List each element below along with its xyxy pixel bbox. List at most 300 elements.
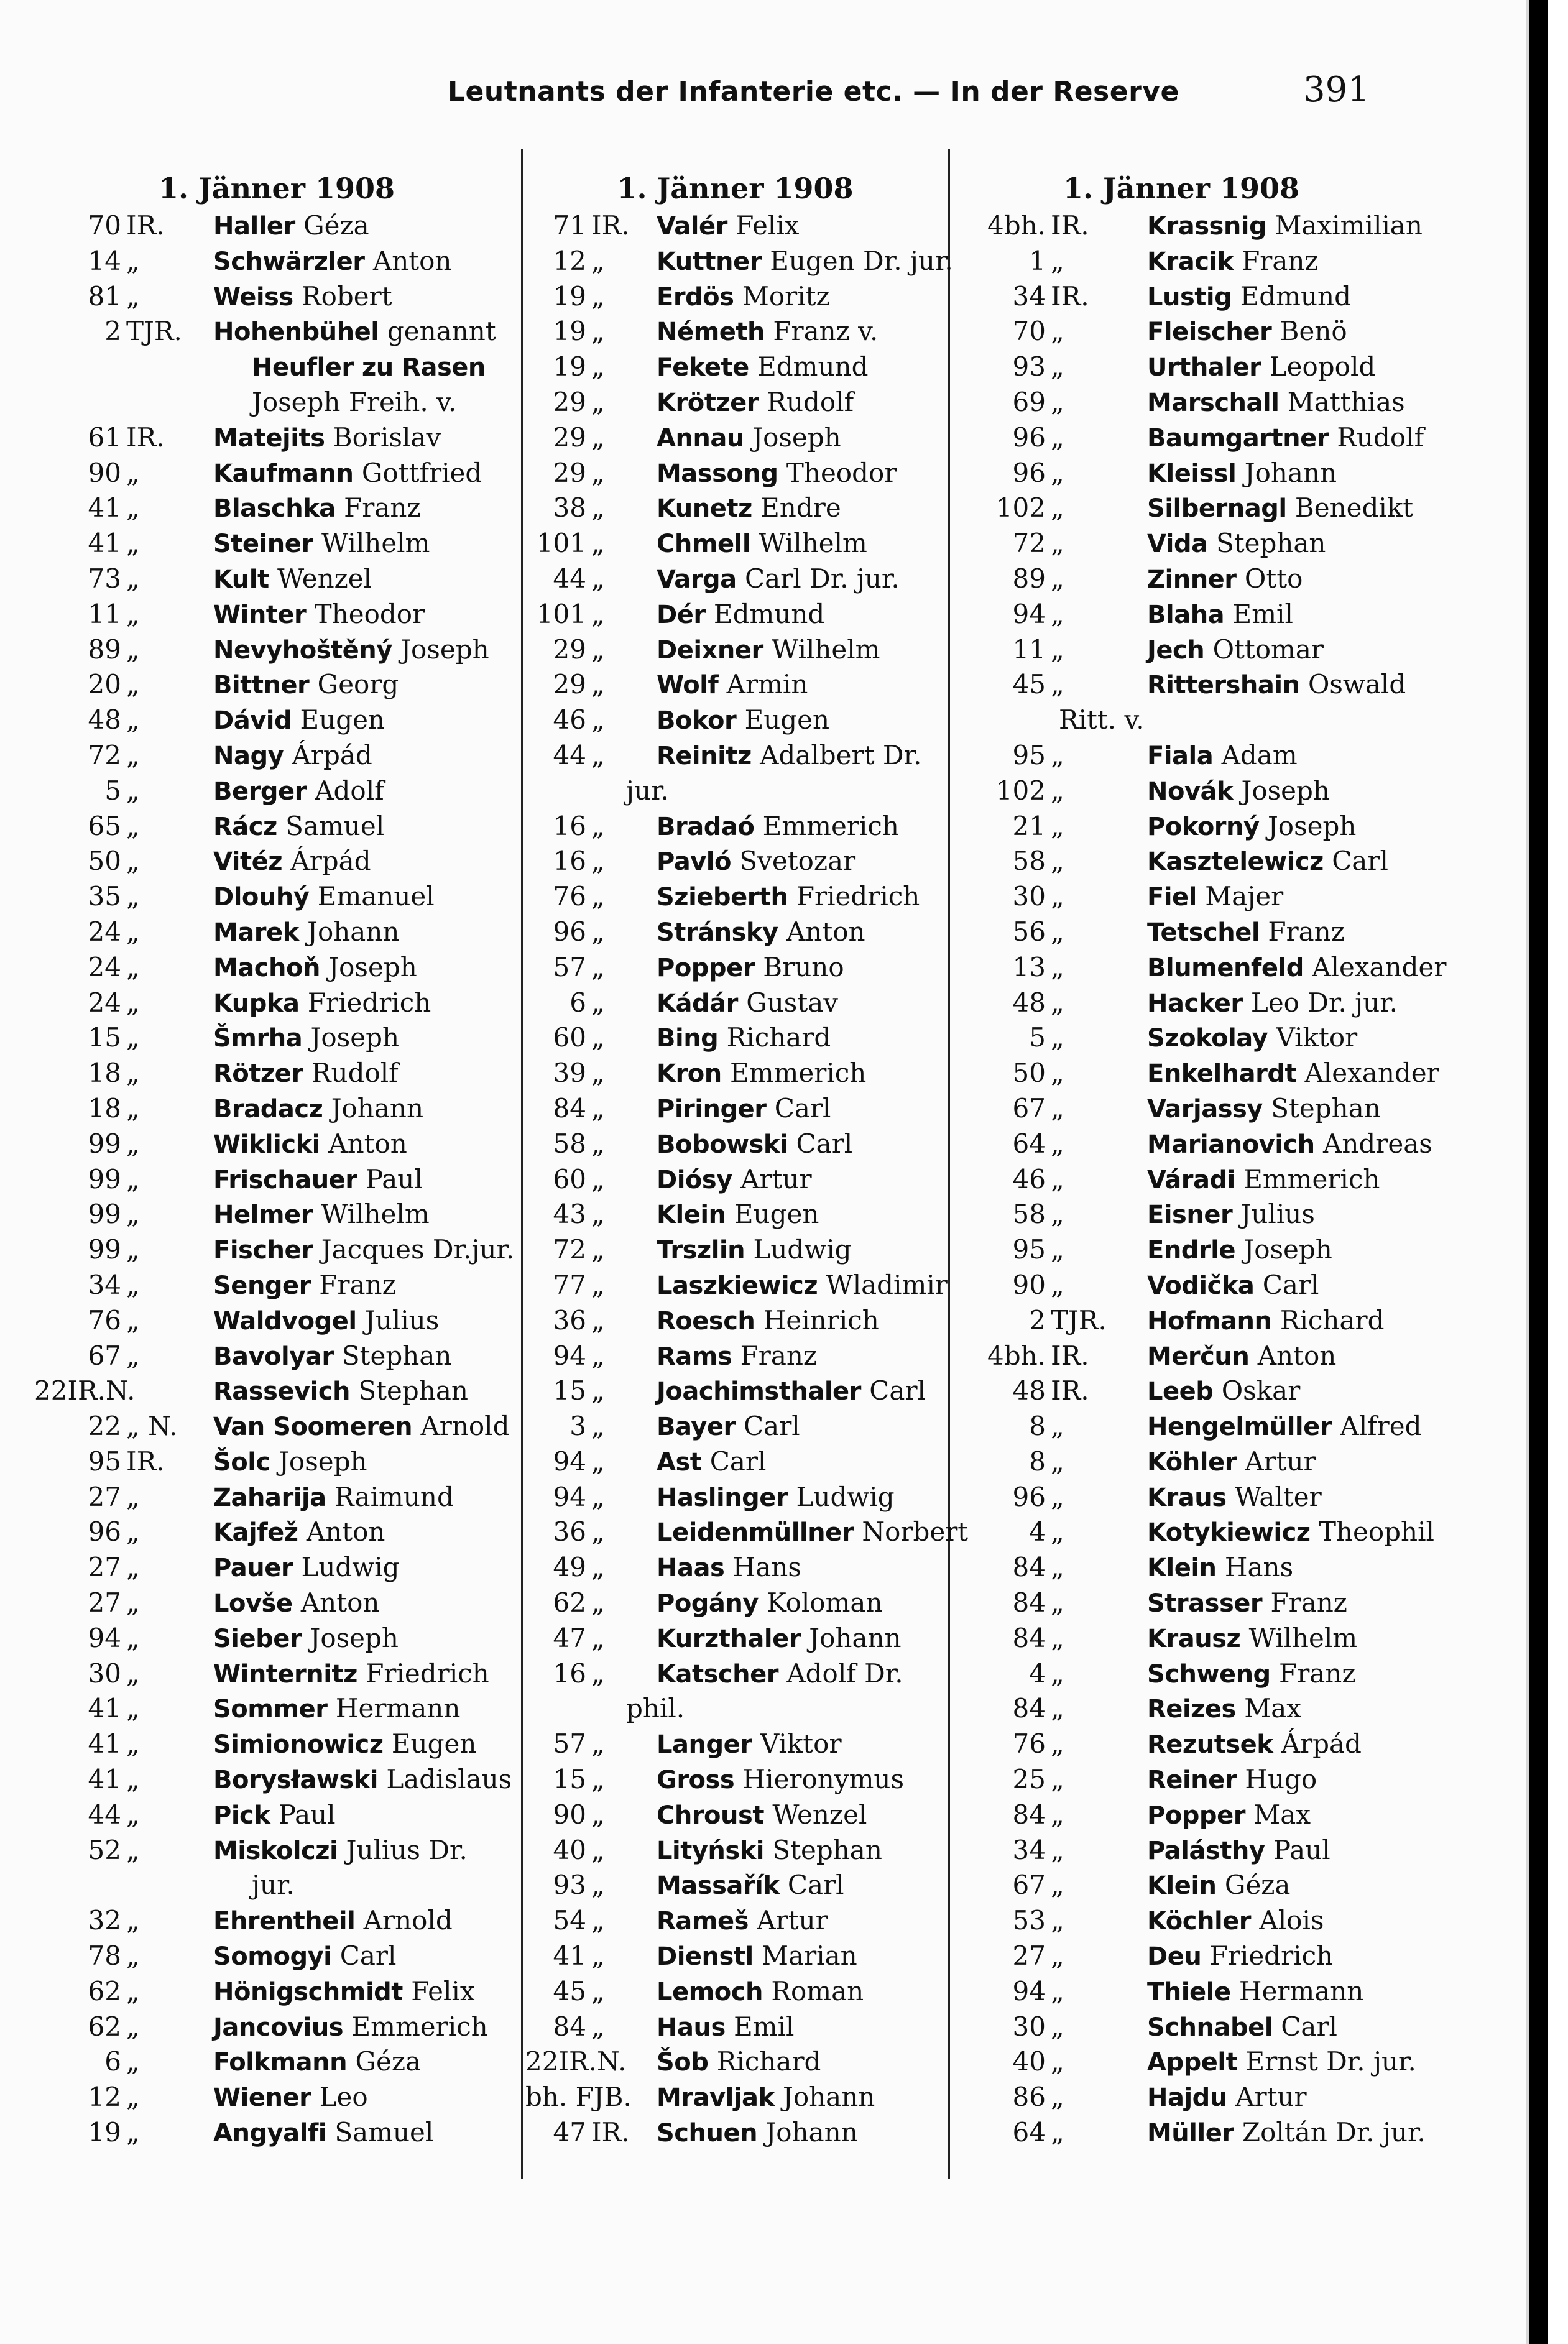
list-item bbox=[34, 952, 519, 987]
officer-name bbox=[650, 952, 844, 982]
regiment-number: 29 bbox=[553, 457, 586, 488]
given-name: Eugen bbox=[391, 1728, 477, 1760]
list-item bbox=[951, 1905, 1411, 1940]
officer-name bbox=[650, 1164, 812, 1194]
surname: Deu bbox=[1147, 1942, 1202, 1972]
officer-name bbox=[1141, 2117, 1426, 2148]
list-item bbox=[34, 1093, 519, 1128]
list-item bbox=[34, 1905, 519, 1940]
surname: Valér bbox=[657, 212, 727, 241]
list-item bbox=[951, 1658, 1411, 1694]
surname: Senger bbox=[213, 1271, 311, 1300]
regiment-number: 14 bbox=[88, 245, 121, 276]
surname: Endrle bbox=[1147, 1236, 1235, 1265]
given-name: Samuel bbox=[334, 2117, 434, 2148]
surname: Varga bbox=[657, 565, 737, 594]
regiment-number: 34 bbox=[1012, 280, 1046, 311]
given-name: Jacques Dr.jur. bbox=[321, 1234, 515, 1265]
unit-abbreviation: „ bbox=[1051, 351, 1064, 382]
given-name: Johann bbox=[1244, 457, 1337, 488]
unit-abbreviation: „ bbox=[126, 1481, 140, 1512]
regiment-number: 70 bbox=[88, 210, 121, 241]
given-name: Carl bbox=[1332, 846, 1388, 877]
surname: Trszlin bbox=[657, 1236, 745, 1265]
unit-abbreviation: „ bbox=[1051, 739, 1064, 770]
regiment-number: 86 bbox=[1012, 2082, 1046, 2113]
unit-abbreviation: „ bbox=[1051, 1587, 1064, 1618]
regiment-number: 67 bbox=[88, 1340, 121, 1371]
officer-name bbox=[1141, 952, 1446, 982]
regiment-number: 57 bbox=[553, 951, 586, 982]
regiment-number: 94 bbox=[88, 1622, 121, 1653]
unit-abbreviation: „ bbox=[1051, 669, 1064, 700]
surname: Bradacz bbox=[213, 1094, 323, 1124]
regiment-number: 94 bbox=[553, 1446, 586, 1477]
regiment-number: 54 bbox=[553, 1905, 586, 1936]
list-item bbox=[34, 1693, 519, 1728]
given-name: Otto bbox=[1244, 563, 1303, 594]
list-item bbox=[34, 634, 519, 670]
surname: Roesch bbox=[657, 1306, 755, 1336]
list-item bbox=[34, 246, 519, 281]
regiment-number: 72 bbox=[553, 1234, 586, 1265]
unit-abbreviation: „ bbox=[1051, 1834, 1064, 1865]
list-item bbox=[34, 210, 519, 246]
regiment-number: 101 bbox=[536, 598, 586, 629]
officer-name bbox=[650, 599, 824, 629]
officer-name bbox=[1141, 1093, 1381, 1124]
list-item bbox=[525, 1764, 945, 1799]
regiment-number: 38 bbox=[553, 492, 586, 524]
officer-name bbox=[650, 246, 953, 276]
given-name: Borislav bbox=[333, 422, 441, 453]
list-item bbox=[34, 2117, 519, 2153]
unit-abbreviation: „ bbox=[1051, 1940, 1064, 1972]
regiment-number: 40 bbox=[553, 1834, 586, 1865]
unit-abbreviation: „ bbox=[1051, 1975, 1064, 2006]
list-item bbox=[525, 987, 945, 1023]
regiment-number: 58 bbox=[553, 1128, 586, 1159]
surname: Haus bbox=[657, 2013, 726, 2042]
given-name: Wilhelm bbox=[772, 634, 880, 665]
list-item bbox=[34, 669, 519, 704]
unit-abbreviation: „ bbox=[1051, 1199, 1064, 1230]
surname: Szieberth bbox=[657, 883, 788, 912]
regiment-number: 30 bbox=[88, 1658, 121, 1689]
given-name: Andreas bbox=[1323, 1128, 1432, 1159]
officer-name bbox=[207, 1305, 439, 1336]
given-name: Joseph bbox=[1243, 1234, 1332, 1265]
list-item bbox=[951, 210, 1423, 246]
regiment-number: 15 bbox=[553, 1764, 586, 1795]
officer-name bbox=[650, 846, 855, 876]
regiment-number: 15 bbox=[553, 1375, 586, 1406]
given-name: Friedrich bbox=[307, 987, 431, 1018]
surname: Weiss bbox=[213, 282, 293, 311]
list-item bbox=[525, 1022, 945, 1058]
surname: Fekete bbox=[657, 353, 749, 382]
regiment-number: 96 bbox=[1012, 422, 1046, 453]
regiment-number: 27 bbox=[1012, 1940, 1046, 1972]
surname: Rezutsek bbox=[1147, 1730, 1273, 1760]
officer-name bbox=[1141, 1552, 1293, 1582]
unit-abbreviation: „ bbox=[591, 704, 605, 736]
list-item bbox=[951, 422, 1424, 458]
surname: Haller bbox=[213, 212, 295, 241]
unit-abbreviation: „ bbox=[591, 1269, 605, 1300]
list-item bbox=[34, 1516, 519, 1552]
surname: Annau bbox=[657, 423, 744, 453]
list-item bbox=[525, 281, 945, 316]
surname: Reinitz bbox=[657, 741, 752, 770]
given-name: Robert bbox=[302, 280, 392, 311]
surname: Baumgartner bbox=[1147, 423, 1329, 453]
officer-name bbox=[207, 881, 435, 911]
regiment-number: 52 bbox=[88, 1834, 121, 1865]
unit-abbreviation: „ bbox=[1051, 386, 1064, 417]
surname: Popper bbox=[657, 953, 755, 982]
officer-name bbox=[1141, 1164, 1380, 1194]
entry-list bbox=[34, 210, 519, 2153]
regiment-number: 84 bbox=[553, 2011, 586, 2042]
unit-abbreviation: „ bbox=[591, 563, 605, 594]
officer-name bbox=[207, 775, 384, 806]
unit-abbreviation: „ bbox=[1051, 1764, 1064, 1795]
given-name: Ludwig bbox=[753, 1234, 852, 1265]
surname: Pokorný bbox=[1147, 812, 1260, 841]
given-name: Rudolf bbox=[767, 386, 854, 417]
given-name: Stephan bbox=[358, 1375, 468, 1406]
officer-name bbox=[650, 1022, 831, 1053]
unit-abbreviation: „ bbox=[591, 1234, 605, 1265]
surname: Laszkiewicz bbox=[657, 1271, 818, 1300]
list-item bbox=[951, 1128, 1432, 1164]
officer-name bbox=[207, 1022, 399, 1053]
given-name: Stephan bbox=[1271, 1092, 1381, 1124]
surname: Folkmann bbox=[213, 2048, 348, 2077]
officer-name bbox=[650, 1658, 903, 1689]
surname: Diósy bbox=[657, 1165, 732, 1194]
unit-abbreviation: „ bbox=[591, 1728, 605, 1760]
officer-name bbox=[1141, 811, 1356, 841]
surname: Zaharija bbox=[213, 1483, 326, 1512]
list-item bbox=[34, 1658, 519, 1694]
officer-name bbox=[207, 458, 482, 488]
list-item bbox=[34, 1305, 519, 1340]
given-name: Wilhelm bbox=[321, 528, 430, 559]
unit-abbreviation: „ bbox=[1051, 951, 1064, 982]
regiment-number: 94 bbox=[1012, 598, 1046, 629]
unit-abbreviation: „ bbox=[591, 846, 605, 877]
unit-abbreviation: „ bbox=[126, 1199, 140, 1230]
name-continuation: Joseph Freih. v. bbox=[252, 386, 457, 417]
list-item bbox=[525, 1728, 945, 1764]
officer-name bbox=[650, 634, 880, 665]
surname: Kleissl bbox=[1147, 459, 1237, 488]
unit-abbreviation: „ bbox=[1051, 775, 1064, 806]
given-name: Anton bbox=[372, 245, 452, 276]
surname: Tetschel bbox=[1147, 918, 1260, 947]
regiment-number: 95 bbox=[1012, 739, 1046, 770]
surname: Winternitz bbox=[213, 1659, 357, 1689]
name-continuation bbox=[34, 351, 519, 387]
officer-name bbox=[1141, 669, 1406, 699]
list-item bbox=[951, 634, 1411, 670]
unit-abbreviation: „ bbox=[591, 1481, 605, 1512]
surname: Miskolczi bbox=[213, 1836, 338, 1865]
regiment-number: 29 bbox=[553, 669, 586, 700]
unit-abbreviation: „ bbox=[1051, 916, 1064, 947]
regiment-number: 46 bbox=[1012, 1163, 1046, 1194]
unit-abbreviation: „ bbox=[591, 1092, 605, 1124]
regiment-number: 64 bbox=[1012, 2117, 1046, 2148]
unit-abbreviation: „ bbox=[1051, 598, 1064, 629]
list-item bbox=[525, 669, 945, 704]
list-item bbox=[34, 1835, 519, 1870]
officer-name bbox=[1141, 1728, 1362, 1759]
surname: Wiener bbox=[213, 2083, 311, 2113]
unit-abbreviation: „ bbox=[591, 1128, 605, 1159]
officer-name bbox=[207, 1446, 367, 1477]
regiment-number: 73 bbox=[88, 563, 121, 594]
regiment-number: 35 bbox=[88, 881, 121, 912]
unit-abbreviation: „ bbox=[591, 987, 605, 1018]
list-item bbox=[951, 1623, 1411, 1658]
given-name: Emil bbox=[734, 2011, 795, 2042]
given-name: Majer bbox=[1205, 881, 1284, 912]
regiment-number: 41 bbox=[553, 1940, 586, 1972]
list-item bbox=[34, 1375, 519, 1411]
surname: Ast bbox=[657, 1447, 702, 1477]
list-item bbox=[525, 1446, 945, 1482]
officer-name bbox=[1141, 1305, 1384, 1336]
officer-name bbox=[1141, 1905, 1324, 1936]
regiment-number: 22IR.N. bbox=[525, 2046, 627, 2077]
list-item bbox=[34, 1022, 519, 1058]
officer-name bbox=[650, 281, 830, 311]
officer-name bbox=[650, 422, 841, 453]
given-name: Carl bbox=[787, 1870, 844, 1901]
unit-abbreviation: „ bbox=[1051, 634, 1064, 665]
given-name: Artur bbox=[740, 1163, 812, 1194]
unit-abbreviation: „ bbox=[1051, 1552, 1064, 1583]
unit-abbreviation: „ bbox=[126, 1340, 140, 1371]
regiment-number: 96 bbox=[1012, 1481, 1046, 1512]
regiment-number: 19 bbox=[553, 316, 586, 347]
officer-name bbox=[650, 1587, 883, 1618]
surname: Pavló bbox=[657, 847, 731, 877]
regiment-number: 41 bbox=[88, 1728, 121, 1760]
officer-name bbox=[650, 916, 865, 947]
regiment-number: 6 bbox=[104, 2046, 121, 2077]
list-item bbox=[951, 1164, 1411, 1199]
officer-name bbox=[650, 1199, 819, 1229]
given-name: Wenzel bbox=[277, 563, 372, 594]
officer-name bbox=[207, 1799, 336, 1830]
unit-abbreviation: „ bbox=[1051, 881, 1064, 912]
given-name: Friedrich bbox=[1209, 1940, 1334, 1972]
column-divider bbox=[521, 149, 523, 2179]
unit-abbreviation: „ bbox=[591, 386, 605, 417]
regiment-number: 67 bbox=[1012, 1092, 1046, 1124]
surname: Schnabel bbox=[1147, 2013, 1273, 2042]
unit-abbreviation: „ bbox=[126, 1022, 140, 1053]
officer-name bbox=[1141, 1482, 1322, 1512]
surname: Joachimsthaler bbox=[657, 1377, 861, 1406]
surname: Klein bbox=[1147, 1554, 1217, 1583]
regiment-number: 27 bbox=[88, 1552, 121, 1583]
regiment-number: 2 bbox=[104, 316, 121, 347]
surname: Deixner bbox=[657, 635, 763, 665]
given-name: Benedikt bbox=[1294, 492, 1414, 524]
list-item bbox=[525, 1305, 945, 1340]
unit-abbreviation: „ bbox=[126, 846, 140, 877]
list-item bbox=[34, 458, 519, 493]
regiment-number: 41 bbox=[88, 528, 121, 559]
given-name: genannt bbox=[387, 316, 496, 347]
regiment-number: 84 bbox=[553, 1092, 586, 1124]
surname: Bavolyar bbox=[213, 1342, 334, 1371]
surname: Vida bbox=[1147, 530, 1208, 559]
officer-name bbox=[1141, 1587, 1347, 1618]
surname: Fiala bbox=[1147, 741, 1214, 770]
officer-name bbox=[650, 351, 868, 382]
list-item bbox=[525, 1623, 945, 1658]
officer-name bbox=[1141, 1058, 1439, 1088]
list-item bbox=[525, 1164, 945, 1199]
officer-name bbox=[650, 811, 899, 841]
regiment-number: 96 bbox=[88, 1516, 121, 1548]
unit-abbreviation: „ bbox=[126, 1128, 140, 1159]
officer-name bbox=[207, 1164, 423, 1194]
list-item bbox=[951, 1022, 1411, 1058]
list-item bbox=[951, 1870, 1411, 1905]
list-item bbox=[951, 387, 1411, 422]
regiment-number: 99 bbox=[88, 1128, 121, 1159]
officer-name bbox=[650, 1764, 904, 1794]
given-name: Koloman bbox=[767, 1587, 883, 1618]
list-item bbox=[951, 1199, 1411, 1234]
unit-abbreviation: „ bbox=[1051, 987, 1064, 1018]
regiment-number: 84 bbox=[1012, 1799, 1046, 1830]
given-name: Alois bbox=[1259, 1905, 1324, 1936]
surname: Schwärzler bbox=[213, 247, 365, 276]
surname: Leeb bbox=[1147, 1377, 1214, 1406]
officer-name bbox=[650, 1799, 867, 1830]
regiment-number: 44 bbox=[553, 563, 586, 594]
unit-abbreviation: „ bbox=[1051, 1799, 1064, 1830]
given-name: Franz bbox=[1242, 245, 1319, 276]
officer-name bbox=[207, 246, 451, 276]
surname: Bayer bbox=[657, 1413, 736, 1442]
surname: Mravljak bbox=[657, 2083, 775, 2113]
officer-name bbox=[650, 1516, 968, 1547]
regiment-number: 25 bbox=[1012, 1764, 1046, 1795]
officer-name bbox=[650, 1482, 895, 1512]
list-item bbox=[525, 599, 945, 634]
officer-name bbox=[1141, 2011, 1337, 2042]
officer-name bbox=[207, 1623, 399, 1653]
given-name: Alfred bbox=[1340, 1411, 1422, 1442]
regiment-number: 24 bbox=[88, 987, 121, 1018]
list-item bbox=[951, 1835, 1411, 1870]
unit-abbreviation: „ bbox=[1051, 2046, 1064, 2077]
list-item bbox=[951, 1728, 1411, 1764]
surname: Hengelmüller bbox=[1147, 1413, 1332, 1442]
list-item bbox=[951, 1375, 1411, 1411]
unit-abbreviation: „ bbox=[1051, 492, 1064, 524]
given-name: Franz bbox=[1268, 916, 1345, 947]
surname: Bobowski bbox=[657, 1130, 788, 1159]
officer-name bbox=[207, 2117, 433, 2148]
officer-name bbox=[650, 1728, 842, 1759]
given-name: Paul bbox=[278, 1799, 336, 1830]
unit-abbreviation: „ bbox=[126, 1693, 140, 1724]
given-name: Carl bbox=[1281, 2011, 1337, 2042]
regiment-number: 78 bbox=[88, 1940, 121, 1972]
given-name: Carl bbox=[1262, 1269, 1319, 1300]
given-name: Franz bbox=[740, 1340, 818, 1371]
given-name: Norbert bbox=[862, 1516, 969, 1548]
regiment-number: 5 bbox=[1029, 1022, 1046, 1053]
officer-name bbox=[207, 2011, 488, 2042]
unit-abbreviation: „ bbox=[126, 669, 140, 700]
surname: Strasser bbox=[1147, 1589, 1263, 1618]
surname: Kaufmann bbox=[213, 459, 354, 488]
surname: Lustig bbox=[1147, 282, 1232, 311]
given-name: Anton bbox=[300, 1587, 380, 1618]
surname: Marschall bbox=[1147, 388, 1280, 417]
surname: Jech bbox=[1147, 635, 1205, 665]
regiment-number: 22IR.N. bbox=[34, 1375, 136, 1406]
unit-abbreviation: „ N. bbox=[126, 1411, 178, 1442]
officer-name bbox=[650, 316, 878, 346]
regiment-number: 69 bbox=[1012, 386, 1046, 417]
given-name: Adalbert Dr. bbox=[760, 739, 922, 770]
surname: Frischauer bbox=[213, 1165, 357, 1194]
unit-abbreviation: „ bbox=[126, 563, 140, 594]
surname: Ehrentheil bbox=[213, 1907, 356, 1936]
list-item bbox=[525, 1976, 945, 2011]
surname: Simionowicz bbox=[213, 1730, 384, 1760]
given-name: Joseph bbox=[310, 1622, 399, 1653]
unit-abbreviation: „ bbox=[126, 1163, 140, 1194]
officer-name bbox=[207, 634, 489, 665]
surname: Reizes bbox=[1147, 1695, 1236, 1724]
surname: Hajdu bbox=[1147, 2083, 1227, 2113]
regiment-number: 6 bbox=[570, 987, 586, 1018]
list-item bbox=[34, 1164, 519, 1199]
officer-name bbox=[650, 2082, 875, 2112]
given-name: Stephan bbox=[772, 1834, 882, 1865]
surname: Helmer bbox=[213, 1201, 313, 1230]
officer-name bbox=[207, 1411, 510, 1441]
given-name: Franz bbox=[1270, 1587, 1347, 1618]
unit-abbreviation: „ bbox=[126, 457, 140, 488]
unit-abbreviation: „ bbox=[126, 634, 140, 665]
regiment-number: 46 bbox=[553, 704, 586, 736]
unit-abbreviation: „ bbox=[126, 245, 140, 276]
unit-abbreviation: „ bbox=[1051, 1658, 1064, 1689]
list-item bbox=[525, 210, 945, 246]
column-3 bbox=[951, 167, 1447, 2153]
list-item bbox=[951, 1516, 1434, 1552]
officer-name bbox=[1141, 740, 1298, 770]
surname: Klein bbox=[1147, 1871, 1217, 1901]
list-item bbox=[34, 1128, 519, 1164]
unit-abbreviation: „ bbox=[126, 987, 140, 1018]
surname: Jancovius bbox=[213, 2013, 344, 2042]
